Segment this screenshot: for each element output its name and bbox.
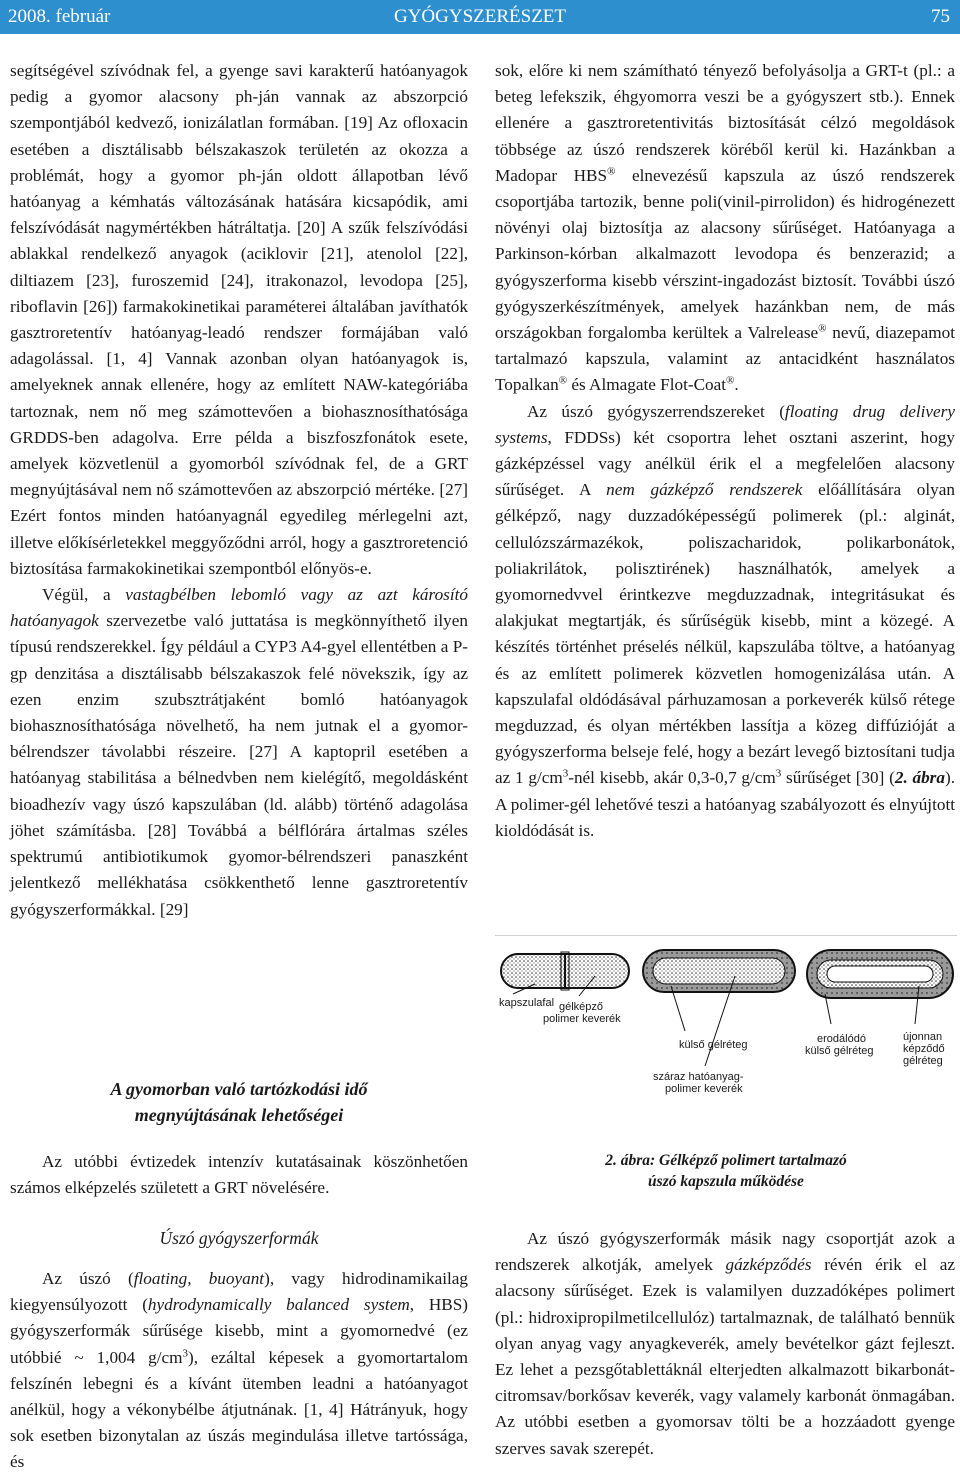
- section-heading: A gyomorban való tartózkodási idő megnyújtásának lehetőségei: [110, 1079, 368, 1125]
- capsule-floating: [807, 950, 953, 998]
- gas-forming-paragraph: [495, 1226, 955, 1462]
- paragraph: Az úszó gyógyszerrendszereket (floating drug delivery systems, FDDSs) két csoportra lehet osztani aszerint, hogy gázképzéssel vagy anélkül érik el a megfelelően alacsony sűrűséget. A nem gázképző rendszerek előállítására olyan gélképző, nagy duzzadóképességű polimerek (pl.: alginát, cellulózszármazékok, poliszacharidok, polikarbonátok, poliakrilátok, polisztirének) használhatók, amelyek a gyomornedvvel érintkezve megduzzadnak, integritásukat és alakjukat megtartják, és sűrűségük kisebb, mint a közegé. A készítés történhet préselés nélkül, kapszulába töltve, a hatóanyag és az említett polimerek közvetlen homogenizálása után. A kapszulafal oldódásával párhuzamosan a porkeverék külső rétege megduzzad, és olyan mértékben lassítja a közeg diffúzióját a gyógyszerforma belseje felé, hogy a bezárt levegő biztosítani tudja az 1 $g/cm^3$-nél kisebb, akár 0,3-0,7 $g/cm^3$ sűrűséget [30] (2. ábra). A polimer-gél lehetővé teszi a hatóanyag szabályozott és elnyújtott kioldódását is.: [495, 401, 955, 840]
- paragraph: Az úszó (floating, buoyant), vagy hidrodinamikailag kiegyensúlyozott (hydrodynamically balanced system, HBS) gyógyszerformák sűrűsége kisebb, mint a gyomornedvé (ez utóbbié ~ 1,004 $g/cm^3$), ezáltal képesek a gyomortartalom felszínén lebegni és a kívánt ütemben leadni a hatóanyagot anélkül, hogy a vékonybélbe átjutnának. [1, 4] Hátrányuk, hogy sok esetben bizonytalan az úszás megindulása illetve tartóssága, és: [10, 1269, 468, 1472]
- paragraph: Az úszó gyógyszerformák másik nagy csoportját azok a rendszerek alkotják, amelyek gázképződés révén érik el az alacsony sűrűséget. Ezek is valamilyen duzzadóképes polimert (pl.: hidroxipropilmetilcellulóz) tartalmaznak, de található bennük olyan anyag vagy anyagkeverék, amely bevételkor gázt fejleszt. Ez lehet a pezsgőtablettáknál elterjedten alkalmazott bikarbonát-citromsav/borkősav keverék, vagy valamely karbonát önmagában. Az utóbbi esetben a gyomorsav tölti be a hozzáadott gyenge szerves savak szerepét.: [495, 1229, 955, 1458]
- label-eroding-gel: erodálódó: [817, 1033, 866, 1045]
- figure-caption: 2. ábra: Gélképző polimert tartalmazó úszó kapszula működése: [605, 1152, 847, 1190]
- right-column-body: [495, 58, 955, 844]
- label-capsule-wall: kapszulafal: [499, 997, 555, 1009]
- label-new-gel-2: képződő: [903, 1043, 945, 1055]
- header-page-number: 75: [931, 6, 950, 27]
- label-dry-mixture: száraz hatóanyag-: [653, 1071, 744, 1083]
- paragraph: sok, előre ki nem számítható tényező befolyásolja a GRT-t (pl.: a beteg lefekszik, éhgyomorra veszi be a gyógyszert stb.). Ennek ellenére a gasztroretentivitás biztosítását célzó megoldások többsége az úszó rendszerek köréből kerül ki. Hazánkban a Madopar HBS® elnevezésű kapszula az úszó rendszerek csoportjába tartozik, benne poli(vinil-pirrolidon) és hidrogénezett növényi olaj biztosítja az alacsony sűrűséget. Hatóanyaga a Parkinson-kórban alkalmazott levodopa és benzerazid; a gyógyszerforma kisebb vérszint-ingadozást biztosít. További úszó gyógyszerkészítmények, amelyek hazánkban nem, de más országokban forgalomba kerültek a Valrelease® nevű, diazepamot tartalmazó kapszula, valamint az antacidként használatos Topalkan® és Almagate Flot-Coat®.: [495, 61, 955, 395]
- paragraph: Az utóbbi évtizedek intenzív kutatásainak köszönhetően számos elképzelés született a GRT növelésére.: [10, 1152, 468, 1198]
- label-new-gel-3: gélréteg: [903, 1055, 943, 1067]
- floating-capsule-diagram: [495, 936, 957, 1146]
- label-gel-polymer: gélképző: [559, 1001, 604, 1013]
- label-dry-mixture-2: polimer keverék: [665, 1083, 743, 1095]
- paragraph: segítségével szívódnak fel, a gyenge savi karakterű hatóanyagok pedig a gyomor alacsony ph-ján vannak az abszorpció szempontjából kedvező, ionizálatlan formában. [19] Az ofloxacin esetében a disztálisabb bélszakaszok területén az okozza a problémát, hogy a gyomor ph-ján oldott állapotban lévő hatóanyag a kémhatás változásának hatására kicsapódik, ami felszívódását nagymértékben hátráltatja. [20] A szűk felszívódási ablakkal rendelkező anyagok (aciklovir [21], atenolol [22], diltiazem [23], furoszemid [24], itrakonazol, levodopa [25], riboflavin [26]) farmakokinetikai paraméterei általában javíthatók gasztroretentív hatóanyag-leadó rendszer formájában való adagolással. [1, 4] Vannak azonban olyan hatóanyagok is, amelyeknek annak ellenére, hogy az említett NAW-kategóriába tartoznak, nem nő meg számottevően a biohasznosíthatósága GRDDS-ben adagolva. Erre példa a biszfoszfonátok esete, amelyek közvetlenül a gyomorból szívódnak fel, de a GRT megnyújtásával nem nő számottevően az abszorpció mértéke. [27] Ezért fontos minden hatóanyagnál egyedileg mérlegelni azt, illetve előkísérletekkel meggyőződni arról, hogy a gasztroretenció biztosítása farmakokinetikai szempontból előnyös-e.: [10, 61, 468, 578]
- paragraph: Végül, a vastagbélben lebomló vagy az azt károsító hatóanyagok szervezetbe való juttatása is megkönnyíthető ilyen típusú rendszerekkel. Így például a CYP3 A4-gyel ellentétben a P-gp denzitása a disztálisabb bélszakaszok felé növekszik, így az ezen enzim szubsztrátjaként bomló hatóanyagok biohasznosíthatósága növelhető, ha nem jutnak el a gyomor-bélrendszer távolabbi részeire. [27] A kaptopril esetében a hatóanyag stabilitása a bélnedvben nem kielégítő, megoldásként bioadhezív vagy úszó kapszulában (ld. alább) történő adagolása jöhet számításba. [28] Továbbá a bélflórára ártalmas széles spektrumú antibiotikumok gyomor-bélrendszeri panaszként jelentkező mellékhatása csökkenthető lenne gasztroretentív gyógyszerformákkal. [29]: [10, 585, 469, 919]
- subsection-heading: Úszó gyógyszerformák: [159, 1228, 319, 1248]
- left-column-body: [10, 58, 468, 923]
- section-intro: [10, 1149, 468, 1201]
- label-gel-polymer-2: polimer keverék: [543, 1013, 621, 1025]
- figure-2: [495, 935, 957, 1208]
- label-outer-gel: külső gélréteg: [679, 1039, 748, 1051]
- label-new-gel: újonnan: [903, 1031, 943, 1043]
- floating-forms-paragraph: [10, 1266, 468, 1476]
- header-journal-title: GYÓGYSZERÉSZET: [393, 6, 567, 27]
- capsule-intact: [501, 952, 629, 990]
- header-date: 2008. február: [8, 6, 111, 27]
- capsule-swelling: [643, 950, 795, 992]
- page-header: [0, 0, 960, 34]
- label-eroding-gel-2: külső gélréteg: [805, 1045, 874, 1057]
